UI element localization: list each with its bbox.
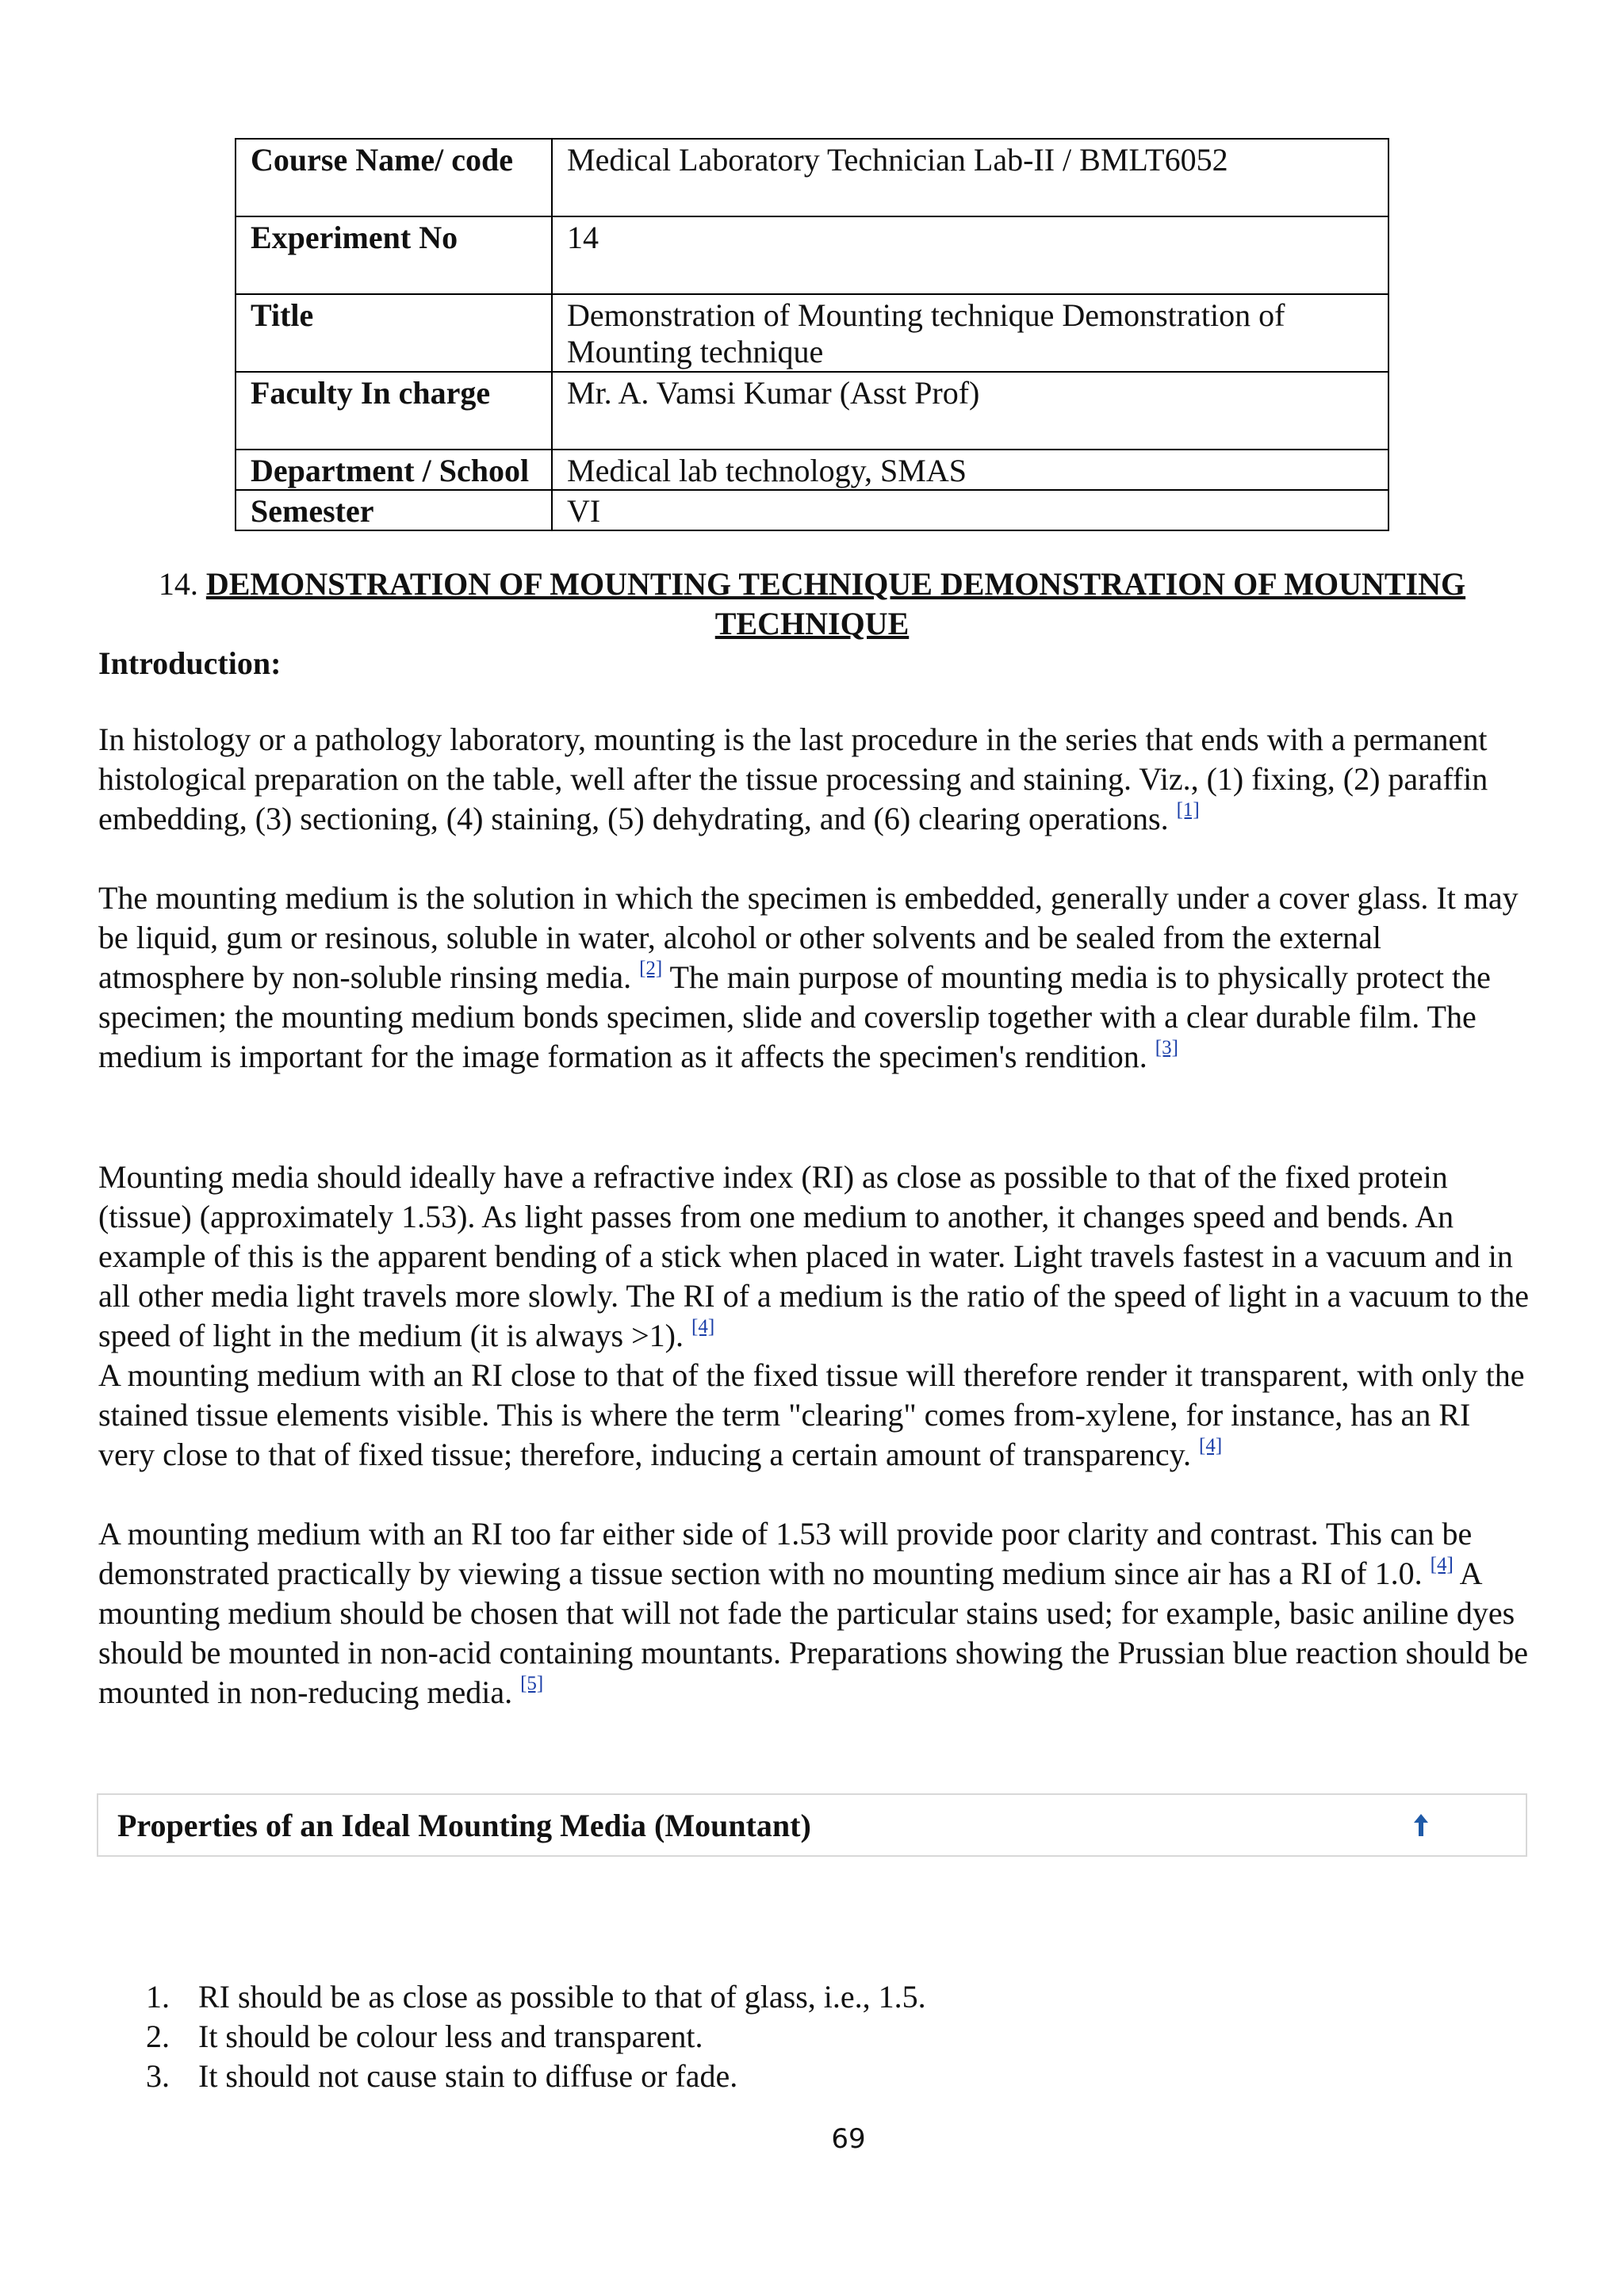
introduction-label: Introduction: — [98, 645, 282, 681]
heading-text: DEMONSTRATION OF MOUNTING TECHNIQUE DEMONSTRATION OF MOUNTING TECHNIQUE — [205, 566, 1466, 641]
citation-link[interactable]: [4] — [691, 1316, 715, 1337]
section-title: Properties of an Ideal Mounting Media (Mountant) — [117, 1808, 811, 1843]
list-item — [143, 1977, 926, 2017]
list-item-text: RI should be as close as possible to that of glass, i.e., 1.5. — [198, 1979, 926, 2015]
paragraph — [98, 1158, 1534, 1356]
list-item-number: 3. — [146, 2058, 170, 2094]
paragraph-text: A mounting medium should be chosen that will not fade the particular stains used; for example, basic aniline dyes should be mounted in non-acid containing mountants. Preparations showing the Prussian blue reaction should be mounted in non-reducing media. — [98, 1556, 1529, 1710]
list-item-number: 1. — [146, 1979, 170, 2015]
citation-link[interactable]: [4] — [1199, 1435, 1223, 1456]
up-arrow-icon[interactable] — [1411, 1812, 1431, 1838]
semester-label: Semester — [236, 490, 552, 530]
paragraph-text: A mounting medium with an RI too far either side of 1.53 will provide poor clarity and contrast. This can be demonstrated practically by viewing a tissue section with no mounting medium since air has a RI of 1.0. — [98, 1516, 1473, 1591]
table-row — [236, 294, 1388, 372]
title-label: Title — [236, 294, 552, 372]
table-row — [236, 139, 1388, 216]
experiment-heading — [119, 564, 1505, 644]
paragraph — [98, 878, 1534, 1077]
faculty-label: Faculty In charge — [236, 372, 552, 450]
table-row — [236, 490, 1388, 530]
paragraph-text: A mounting medium with an RI close to that of the fixed tissue will therefore render it transparent, with only the stained tissue elements visible. This is where the term "clearing" comes from-xylene, for instance, has an RI very close to that of fixed tissue; therefore, inducing a certain amount of transparency. — [98, 1357, 1525, 1472]
course-info-table — [235, 138, 1389, 531]
heading-number: 14. — [158, 566, 198, 602]
list-item — [143, 2057, 926, 2096]
paragraph-text: The mounting medium is the solution in which the specimen is embedded, generally under a cover glass. It may be liquid, gum or resinous, soluble in water, alcohol or other solvents and be sealed from the external atmosphere by non-soluble rinsing media. — [98, 880, 1519, 995]
list-item — [143, 2017, 926, 2057]
paragraph-text: In histology or a pathology laboratory, mounting is the last procedure in the series that ends with a permanent histological preparation on the table, well after the tissue processing and staining. Viz., (1) fixing, (2) paraffin embedding, (3) sectioning, (4) staining, (5) dehydrating, and (6) clearing operations. — [98, 721, 1488, 836]
table-row — [236, 372, 1388, 450]
list-item-text: It should not cause stain to diffuse or fade. — [198, 2058, 738, 2094]
list-item-text: It should be colour less and transparent. — [198, 2019, 703, 2054]
properties-list — [143, 1977, 926, 2096]
list-item-number: 2. — [146, 2019, 170, 2054]
citation-link[interactable]: [4] — [1430, 1554, 1454, 1575]
table-row — [236, 450, 1388, 490]
citation-link[interactable]: [3] — [1155, 1037, 1178, 1058]
experiment-no-value: 14 — [552, 216, 1388, 294]
citation-link[interactable]: [2] — [639, 958, 663, 979]
course-name-value: Medical Laboratory Technician Lab-II / BMLT6052 — [552, 139, 1388, 216]
course-name-label: Course Name/ code — [236, 139, 552, 216]
paragraph-text: The main purpose of mounting media is to physically protect the specimen; the mounting medium bonds specimen, slide and coverslip together with a clear durable film. The medium is important for the image formation as it affects the specimen's rendition. — [98, 959, 1491, 1074]
faculty-value: Mr. A. Vamsi Kumar (Asst Prof) — [552, 372, 1388, 450]
experiment-no-label: Experiment No — [236, 216, 552, 294]
semester-value: VI — [552, 490, 1388, 530]
citation-link[interactable]: [1] — [1176, 799, 1200, 821]
page-number: 69 — [831, 2123, 866, 2155]
properties-section-header — [97, 1793, 1527, 1857]
paragraph — [98, 720, 1534, 839]
department-value: Medical lab technology, SMAS — [552, 450, 1388, 490]
title-value: Demonstration of Mounting technique Demonstration of Mounting technique — [552, 294, 1388, 372]
department-label: Department / School — [236, 450, 552, 490]
paragraph — [98, 1356, 1534, 1475]
paragraph — [98, 1514, 1534, 1712]
paragraph-text: Mounting media should ideally have a refractive index (RI) as close as possible to that of the fixed protein (tissue) (approximately 1.53). As light passes from one medium to another, it changes speed and bends. An example of this is the apparent bending of a stick when placed in water. Light travels fastest in a vacuum and in all other media light travels more slowly. The RI of a medium is the ratio of the speed of light in a vacuum to the speed of light in the medium (it is always >1). — [98, 1159, 1530, 1353]
citation-link[interactable]: [5] — [520, 1673, 544, 1694]
table-row — [236, 216, 1388, 294]
